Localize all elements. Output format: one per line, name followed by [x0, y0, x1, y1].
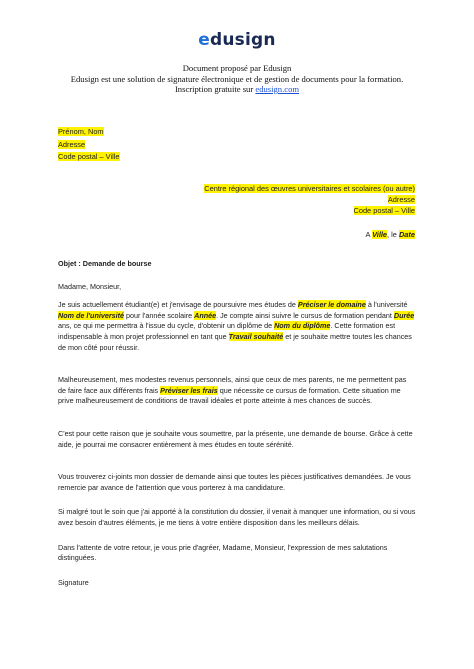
intro-line-2: Edusign est une solution de signature électronique et de gestion de documents pour la formation. [70, 73, 404, 84]
date-city: Ville [372, 230, 388, 239]
sender-block [58, 126, 120, 164]
field-job: Travail souhaité [228, 331, 284, 341]
paragraph-6: Dans l'attente de votre retour, je vous prie d'agréer, Madame, Monsieur, l'expression de mes salutations distinguées. [58, 542, 388, 563]
field-diploma: Nom du diplôme [274, 321, 331, 331]
recipient-org: Centre régional des œuvres universitaires et scolaires (ou autre) [204, 184, 415, 193]
paragraph-1: Je suis actuellement étudiant(e) et j'envisage de poursuivre mes études de Préciser le domaine à l'université Nom de l'université pour l'année scolaire Année. Je compte ainsi suivre le cursus de formation pendant Durée ans, ce qui me permettra à l'issue du cycle, d'obtenir un diplôme de Nom du diplôme. Cette formation est indispensable à mon projet professionnel en tant que Travail souhaité et je souhaite mettre toutes les chances de mon côté pour réussir. [58, 300, 415, 352]
field-domain: Préciser le domaine [297, 300, 366, 310]
sender-name: Prénom, Nom [58, 127, 104, 136]
subject-line: Objet : Demande de bourse [58, 259, 152, 268]
edusign-link[interactable]: edusign.com [255, 84, 300, 94]
sender-postal: Code postal – Ville [58, 152, 120, 162]
paragraph-2: Malheureusement, mes modestes revenus personnels, ainsi que ceux de mes parents, ne me permettent pas de faire face aux différents frais Préviser les frais que nécessite ce cursus de formation. Cette situation me prive malheureusement de conditions de travail idéales et porte atteinte à mes chances de succès. [58, 375, 407, 406]
date-value: Date [398, 230, 415, 239]
paragraph-3: C'est pour cette raison que je souhaite vous soumettre, par la présente, une demande de bourse. Grâce à cette aide, je pourrai me consacrer entièrement à mes études en toute sérénité. [58, 428, 413, 449]
field-university: Nom de l'université [58, 310, 125, 320]
salutation: Madame, Monsieur, [58, 281, 122, 291]
sender-address: Adresse [58, 139, 86, 149]
recipient-block [204, 183, 415, 216]
field-fees: Préviser les frais [160, 385, 218, 395]
recipient-postal: Code postal – Ville [353, 206, 415, 215]
intro-block [0, 63, 474, 95]
signature: Signature [58, 577, 89, 587]
recipient-address: Adresse [387, 195, 415, 204]
intro-line-1: Document proposé par Edusign [182, 63, 292, 73]
field-duration: Durée [393, 310, 415, 320]
paragraph-5: Si malgré tout le soin que j'ai apporté à la constitution du dossier, il venait à manquer une information, ou si vous avez besoin d'autres éléments, je me tiens à votre entière disposition dans les meilleurs délais. [58, 507, 416, 527]
field-year: Année [194, 310, 217, 320]
paragraph-4: Vous trouverez ci-joints mon dossier de demande ainsi que toutes les pièces justificatives demandées. Je vous remercie par avance de l'attention que vous porterez à ma candidature. [58, 472, 411, 492]
letter-body [58, 259, 416, 588]
edusign-logo: edusign [198, 30, 276, 50]
intro-line-3: Inscription gratuite sur edusign.com [174, 84, 300, 94]
date-line: A Ville, le Date [365, 230, 415, 239]
